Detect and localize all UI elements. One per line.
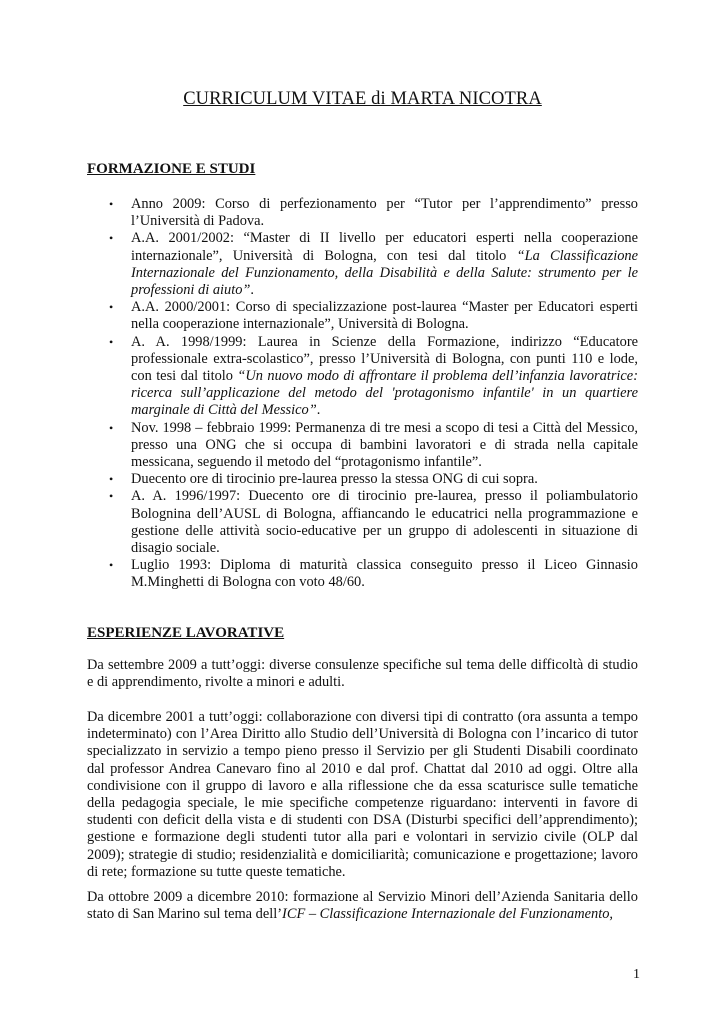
bullet-icon: • [109, 197, 114, 211]
list-item: • Duecento ore di tirocinio pre-laurea presso la stessa ONG di cui sopra. [109, 471, 538, 488]
cv-title: CURRICULUM VITAE di MARTA NICOTRA [183, 89, 542, 109]
section-heading-esperienze: ESPERIENZE LAVORATIVE [87, 625, 285, 641]
experience-paragraph: Da ottobre 2009 a dicembre 2010: formazione al Servizio Minori dell’Azienda Sanitaria dello stato di San Marino sul tema dell’ICF – Classificazione Internazionale del Funzionamento, [87, 889, 638, 923]
list-item: • A. A. 1998/1999: Laurea in Scienze della Formazione, indirizzo “Educatore professionale extra-scolastico”, presso l’Università di Bologna, con punti 110 e lode, con tesi dal titolo “Un nuovo modo di affrontare il problema dell’infanzia lavoratrice: ricerca sull’applicazione del metodo del 'protagonismo infantile' in un quartiere marginale di Città del Messico”. [109, 333, 638, 419]
formazione-list [87, 196, 638, 592]
bullet-icon: • [109, 334, 114, 349]
bullet-icon: • [109, 231, 114, 246]
bullet-icon: • [109, 558, 114, 573]
experience-paragraph: Da settembre 2009 a tutt’oggi: diverse consulenze specifiche sul tema delle difficoltà di studio e di apprendimento, rivolte a minori e adulti. [87, 657, 638, 691]
experience-paragraph: Da dicembre 2001 a tutt’oggi: collaborazione con diversi tipi di contratto (ora assunta a tempo indeterminato) con l’Area Diritto allo Studio dell’Università di Bologna con l’incarico di tutor specializzato in servizio a tempo pieno presso il Servizio per gli Studenti Disabili coordinato dal professor Andrea Canevaro fino al 2010 e dal prof. Chattat dal 2010 ad oggi. Oltre alla condivisione con il gruppo di lavoro e alla riflessione che da essa scaturisce sulle tematiche della pedagogia speciale, le mie specifiche competenze riguardano: interventi in favore di studenti con deficit della vista e di studenti con DSA (Disturbi specifici dell’apprendimento); gestione e formazione degli studenti tutor alla pari e volontari in servizio civile (OLP dal 2009); strategie di studio; residenzialità e domiciliarità; comunicazione e progettazione; lavoro di rete; formazione su tutte queste tematiche. [87, 709, 638, 880]
list-item: • Anno 2009: Corso di perfezionamento per “Tutor per l’apprendimento” presso l’Università di Padova. [109, 196, 638, 230]
section-heading-formazione: FORMAZIONE E STUDI [87, 161, 256, 177]
list-item: • A. A. 1996/1997: Duecento ore di tirocinio pre-laurea, presso il poliambulatorio Bolognina dell’AUSL di Bologna, affiancando le educatrici nella programmazione e gestione delle attività socio-educative per un gruppo di adolescenti in situazione di disagio sociale. [109, 488, 638, 557]
page-number: 1 [633, 967, 640, 982]
bullet-icon: • [109, 472, 114, 487]
list-item: • A.A. 2001/2002: “Master di II livello per educatori esperti nella cooperazione internazionale”, Università di Bologna, con tesi dal titolo “La Classificazione Internazionale del Funzionamento, della Disabilità e della Salute: strumento per le professioni di aiuto”. [109, 230, 638, 299]
bullet-icon: • [109, 420, 114, 435]
list-item: • A.A. 2000/2001: Corso di specializzazione post-laurea “Master per Educatori esperti nella cooperazione internazionale”, Università di Bologna. [109, 299, 638, 333]
list-item: • Luglio 1993: Diploma di maturità classica conseguito presso il Liceo Ginnasio M.Minghetti di Bologna con voto 48/60. [109, 557, 638, 591]
bullet-icon: • [109, 489, 114, 504]
list-item: • Nov. 1998 – febbraio 1999: Permanenza di tre mesi a scopo di tesi a Città del Messico, presso una ONG che si occupa di bambini lavoratori e di strada nella capitale messicana, seguendo il metodo del “protagonismo infantile”. [109, 419, 638, 471]
bullet-icon: • [109, 300, 114, 315]
